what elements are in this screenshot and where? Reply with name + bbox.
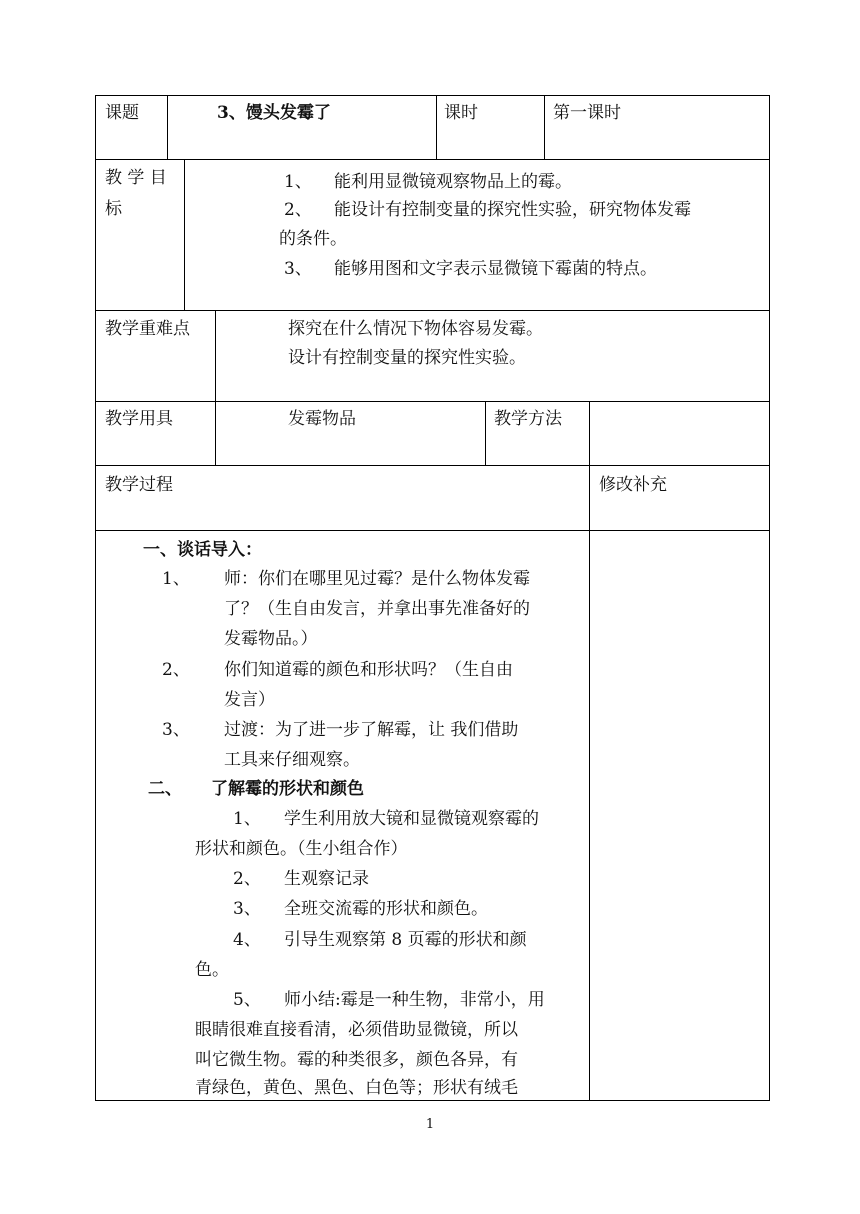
- item-number: 4、: [233, 930, 261, 950]
- revise-label: 修改补充: [599, 475, 667, 495]
- goals-label-cont: 标: [105, 199, 122, 219]
- key-point-line: 探究在什么情况下物体容易发霉。: [288, 319, 543, 339]
- goals-label: 教 学 目: [105, 168, 167, 188]
- tools-value: 发霉物品: [288, 409, 356, 429]
- section-title: 一、谈话导入：: [143, 540, 262, 560]
- item-line: 生观察记录: [284, 869, 369, 889]
- item-line: 叫它微生物。霉的种类很多，颜色各异，有: [195, 1050, 518, 1070]
- section-title: 了解霉的形状和颜色: [211, 779, 364, 799]
- item-line: 学生利用放大镜和显微镜观察霉的: [284, 809, 539, 829]
- col-divider: [485, 401, 486, 465]
- tools-label: 教学用具: [105, 409, 173, 429]
- goal-text: 能设计有控制变量的探究性实验，研究物体发霉: [334, 200, 691, 220]
- item-number: 2、: [162, 660, 190, 680]
- col-divider: [544, 95, 545, 159]
- item-line: 你们知道霉的颜色和形状吗？（生自由: [224, 660, 513, 680]
- goal-text: 能够用图和文字表示显微镜下霉菌的特点。: [334, 259, 657, 279]
- item-line: 形状和颜色。（生小组合作）: [195, 839, 408, 859]
- col-divider: [436, 95, 437, 159]
- item-number: 2、: [233, 869, 261, 889]
- item-line: 工具来仔细观察。: [224, 750, 360, 770]
- col-divider: [167, 95, 168, 159]
- table-right-border: [769, 95, 770, 1101]
- item-line: 发霉物品。）: [224, 629, 318, 649]
- goal-number: 1、: [284, 172, 312, 192]
- goal-number: 2、: [284, 200, 312, 220]
- item-line: 发言）: [224, 690, 275, 710]
- method-label: 教学方法: [494, 409, 562, 429]
- row-divider: [95, 310, 770, 311]
- row-divider: [95, 465, 770, 466]
- col-divider: [215, 310, 216, 401]
- period-label: 课时: [444, 103, 478, 123]
- item-number: 3、: [233, 899, 261, 919]
- goal-number: 3、: [284, 259, 312, 279]
- table-bottom-border: [95, 1100, 770, 1101]
- item-line: 师：你们在哪里见过霉？是什么物体发霉: [224, 569, 530, 589]
- col-divider: [184, 159, 185, 310]
- item-line: 眼睛很难直接看清，必须借助显微镜，所以: [195, 1020, 518, 1040]
- goal-text-cont: 的条件。: [279, 229, 347, 249]
- table-top-border: [95, 95, 770, 96]
- item-line: 青绿色，黄色、黑色、白色等；形状有绒毛: [195, 1078, 518, 1098]
- section-number: 二、: [148, 779, 182, 799]
- item-line: 色。: [195, 960, 229, 980]
- item-number: 1、: [233, 809, 261, 829]
- col-divider: [215, 401, 216, 465]
- item-line: 引导生观察第 8 页霉的形状和颜: [284, 930, 527, 950]
- goal-text: 能利用显微镜观察物品上的霉。: [334, 172, 572, 192]
- process-label: 教学过程: [105, 475, 173, 495]
- item-line: 全班交流霉的形状和颜色。: [284, 899, 488, 919]
- row-divider: [95, 530, 770, 531]
- topic-label: 课题: [105, 103, 139, 123]
- row-divider: [95, 401, 770, 402]
- key-point-line: 设计有控制变量的探究性实验。: [288, 348, 526, 368]
- item-number: 3、: [162, 720, 190, 740]
- period-value: 第一课时: [553, 103, 621, 123]
- col-divider: [589, 401, 590, 465]
- item-number: 1、: [162, 569, 190, 589]
- item-number: 5、: [233, 990, 261, 1010]
- page-number: 1: [425, 1117, 435, 1132]
- item-line: 了？（生自由发言，并拿出事先准备好的: [224, 599, 530, 619]
- table-left-border: [95, 95, 96, 1101]
- item-line: 过渡：为了进一步了解霉，让 我们借助: [224, 720, 519, 740]
- row-divider: [95, 159, 770, 160]
- col-divider: [589, 465, 590, 1101]
- item-line: 师小结:霉是一种生物，非常小，用: [284, 990, 545, 1010]
- topic-value: 3、馒头发霉了: [217, 103, 331, 123]
- key-points-label: 教学重难点: [105, 319, 190, 339]
